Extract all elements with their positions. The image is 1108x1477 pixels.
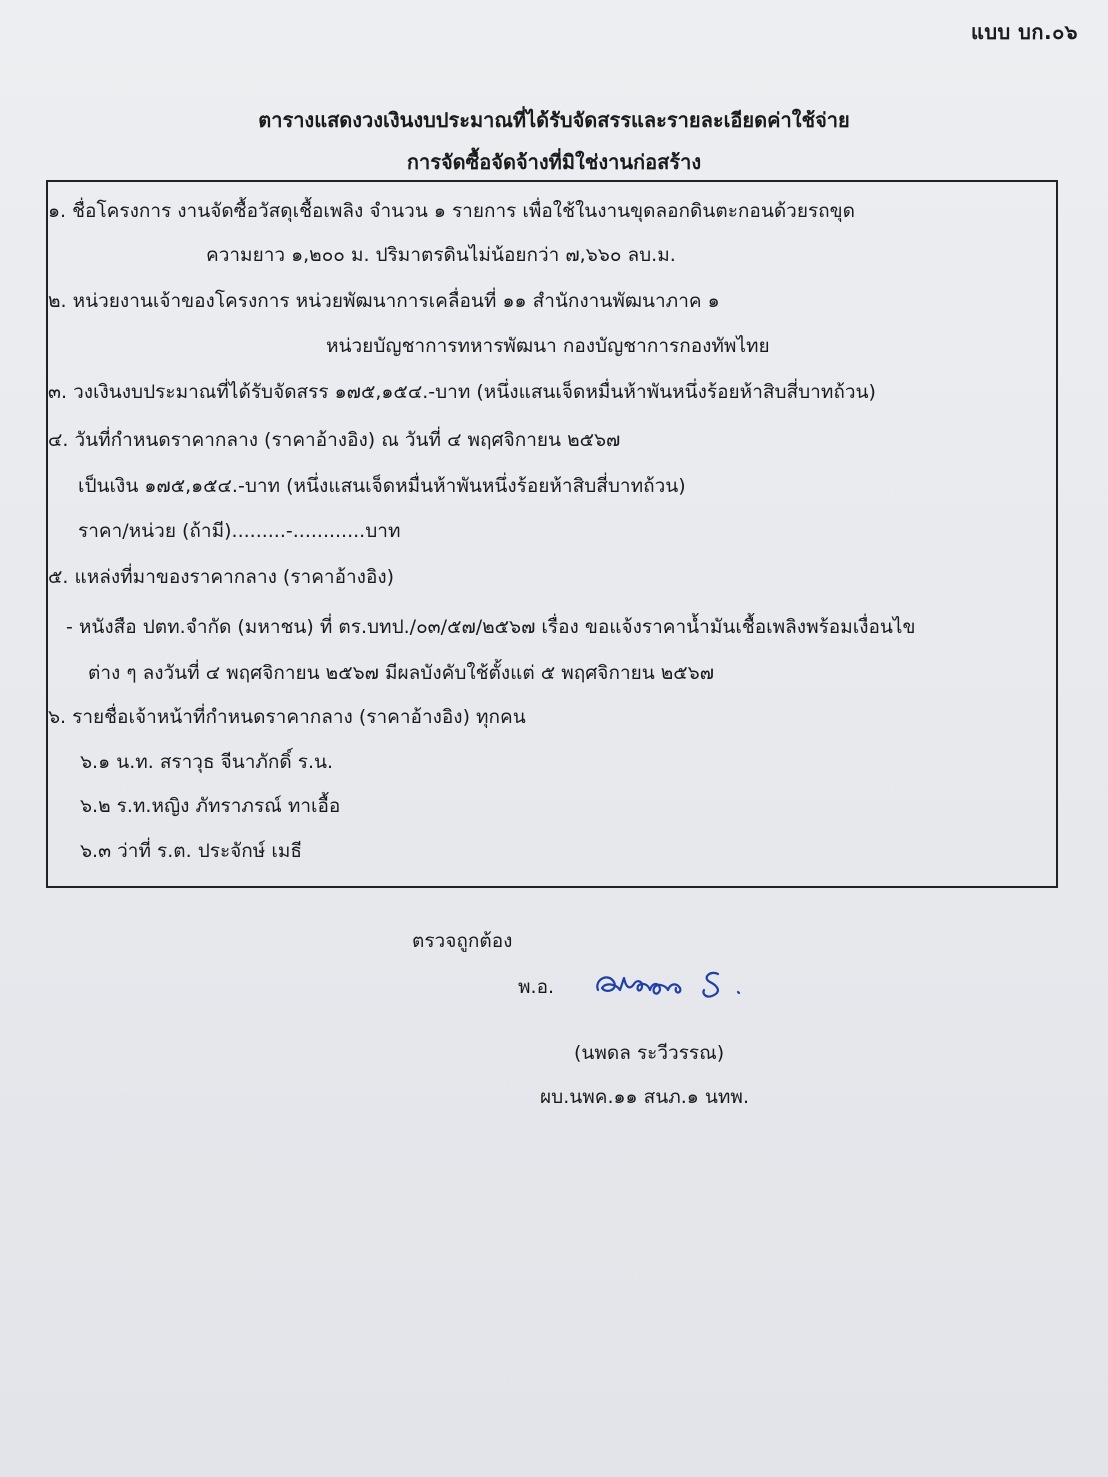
item5-price-source: ๕. แหล่งที่มาของราคากลาง (ราคาอ้างอิง): [48, 566, 395, 588]
item5-source-letter: - หนังสือ ปตท.จำกัด (มหาชน) ที่ ตร.บทป./๐๓/๕๗/๒๕๖๗ เรื่อง ขอแจ้งราคาน้ำมันเชื้อเพลิงพร้อมเงื่อนไข: [66, 616, 916, 638]
item6-official-2: ๖.๒ ร.ท.หญิง ภัทราภรณ์ ทาเอื้อ: [80, 795, 341, 817]
item2-owner-unit-cont: หน่วยบัญชาการทหารพัฒนา กองบัญชาการกองทัพไทย: [326, 335, 770, 357]
item3-budget: ๓. วงเงินงบประมาณที่ได้รับจัดสรร ๑๗๕,๑๕๔.-บาท (หนึ่งแสนเจ็ดหมื่นห้าพันหนึ่งร้อยห้าสิบสี่บาทถ้วน): [48, 381, 876, 403]
form-code: แบบ บก.๐๖: [970, 20, 1078, 44]
item4-amount: เป็นเงิน ๑๗๕,๑๕๔.-บาท (หนึ่งแสนเจ็ดหมื่นห้าพันหนึ่งร้อยห้าสิบสี่บาทถ้วน): [78, 475, 686, 497]
item1-project-detail: ความยาว ๑,๒๐๐ ม. ปริมาตรดินไม่น้อยกว่า ๗,๖๖๐ ลบ.ม.: [206, 244, 676, 266]
signer-position: ผบ.นพค.๑๑ สนภ.๑ นทพ.: [540, 1086, 749, 1108]
item4-reference-date: ๔. วันที่กำหนดราคากลาง (ราคาอ้างอิง) ณ วันที่ ๔ พฤศจิกายน ๒๕๖๗: [48, 429, 621, 451]
item6-officials-heading: ๖. รายชื่อเจ้าหน้าที่กำหนดราคากลาง (ราคาอ้างอิง) ทุกคน: [48, 706, 526, 728]
item6-official-3: ๖.๓ ว่าที่ ร.ต. ประจักษ์ เมธี: [80, 840, 302, 862]
signer-name: (นพดล ระวีวรรณ): [574, 1042, 725, 1064]
document-title-line1: ตารางแสดงวงเงินงบประมาณที่ได้รับจัดสรรและรายละเอียดค่าใช้จ่าย: [258, 108, 850, 132]
signer-rank: พ.อ.: [518, 976, 555, 998]
item6-official-1: ๖.๑ น.ท. สราวุธ จีนาภักดิ์ ร.น.: [80, 751, 334, 773]
handwritten-signature: [592, 960, 762, 1008]
verified-label: ตรวจถูกต้อง: [412, 930, 513, 952]
item2-owner-unit: ๒. หน่วยงานเจ้าของโครงการ หน่วยพัฒนาการเคลื่อนที่ ๑๑ สำนักงานพัฒนาภาค ๑: [48, 290, 720, 312]
document-title-line2: การจัดซื้อจัดจ้างที่มิใช่งานก่อสร้าง: [406, 150, 702, 174]
item5-source-letter-cont: ต่าง ๆ ลงวันที่ ๔ พฤศจิกายน ๒๕๖๗ มีผลบังคับใช้ตั้งแต่ ๕ พฤศจิกายน ๒๕๖๗: [88, 662, 715, 684]
item4-unit-price: ราคา/หน่วย (ถ้ามี).........-............บาท: [78, 520, 401, 542]
item1-project-name: ๑. ชื่อโครงการ งานจัดซื้อวัสดุเชื้อเพลิง จำนวน ๑ รายการ เพื่อใช้ในงานขุดลอกดินตะกอนด้วยรถขุด: [48, 200, 856, 222]
